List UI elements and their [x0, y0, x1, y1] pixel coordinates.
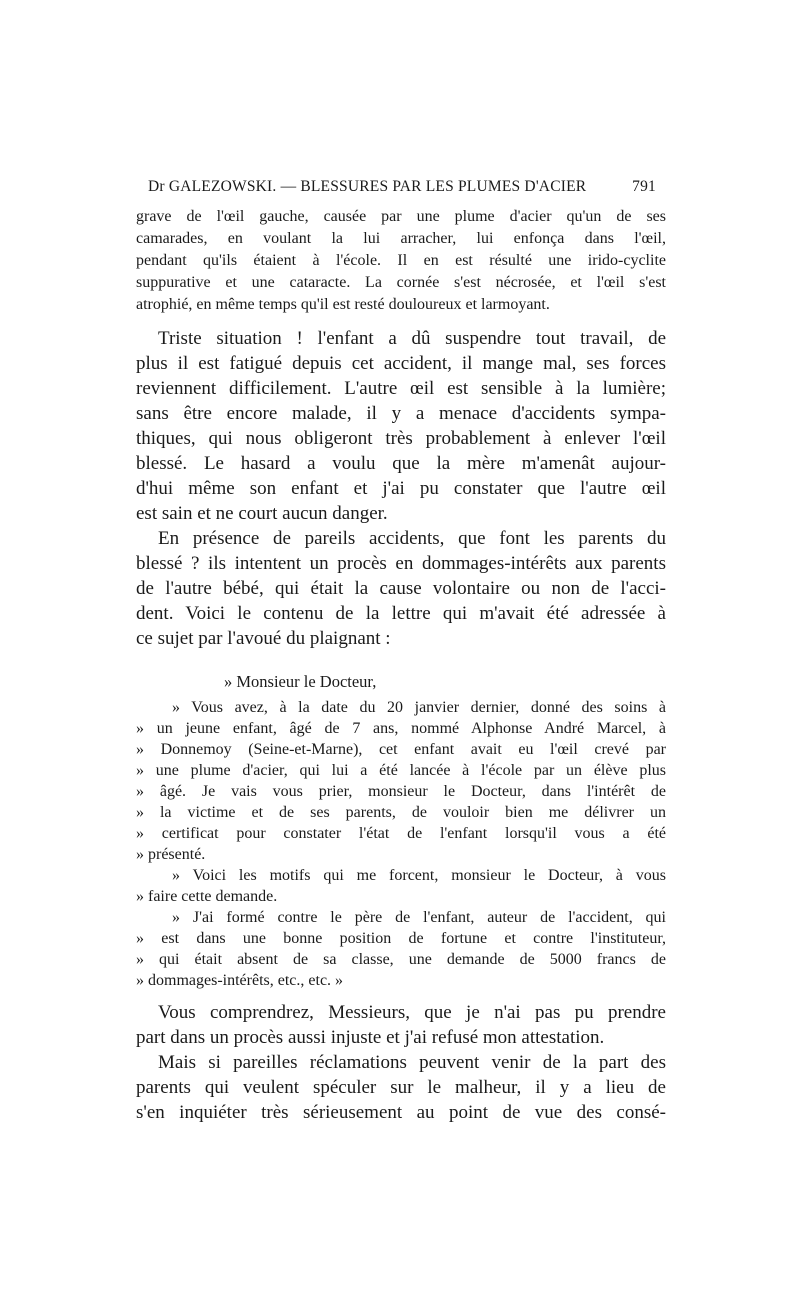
- letter-line: » Vous avez, à la date du 20 janvier dernier, donné des soins à: [172, 699, 666, 716]
- text-line: Vous comprendrez, Messieurs, que je n'ai pas pu prendre: [158, 1002, 666, 1023]
- text-line: blessé ? ils intentent un procès en dommages-intérêts aux parents: [136, 553, 666, 574]
- text-line: d'hui même son enfant et j'ai pu constater que l'autre œil: [136, 478, 666, 499]
- text-line: Mais si pareilles réclamations peuvent venir de la part des: [158, 1052, 666, 1073]
- text-line: sans être encore malade, il y a menace d'accidents sympa-: [136, 403, 666, 424]
- text-line: s'en inquiéter très sérieusement au point de vue des consé-: [136, 1102, 666, 1123]
- letter-line: » dommages-intérêts, etc., etc. »: [136, 972, 344, 989]
- text-line: blessé. Le hasard a voulu que la mère m'amenât aujour-: [136, 453, 666, 474]
- text-line: est sain et ne court aucun danger.: [136, 503, 388, 524]
- letter-line: » est dans une bonne position de fortune et contre l'instituteur,: [136, 930, 666, 947]
- text-line: parents qui veulent spéculer sur le malheur, il y a lieu de: [136, 1077, 666, 1098]
- letter-line: » faire cette demande.: [136, 888, 278, 905]
- text-line: suppurative et une cataracte. La cornée s'est nécrosée, et l'œil s'est: [136, 274, 666, 291]
- text-line: grave de l'œil gauche, causée par une plume d'acier qu'un de ses: [136, 208, 666, 225]
- letter-line: » un jeune enfant, âgé de 7 ans, nommé Alphonse André Marcel, à: [136, 720, 666, 737]
- text-line: reviennent difficilement. L'autre œil est sensible à la lumière;: [136, 378, 666, 399]
- letter-line: » J'ai formé contre le père de l'enfant, auteur de l'accident, qui: [172, 909, 666, 926]
- letter-line: » Voici les motifs qui me forcent, monsieur le Docteur, à vous: [172, 867, 666, 884]
- letter-line: » présenté.: [136, 846, 206, 863]
- letter-salutation: » Monsieur le Docteur,: [224, 672, 377, 691]
- text-line: camarades, en voulant la lui arracher, lui enfonça dans l'œil,: [136, 230, 666, 247]
- text-line: de l'autre bébé, qui était la cause volontaire ou non de l'acci-: [136, 578, 666, 599]
- letter-line: » une plume d'acier, qui lui a été lancée à l'école par un élève plus: [136, 762, 666, 779]
- text-line: thiques, qui nous obligeront très probablement à enlever l'œil: [136, 428, 666, 449]
- running-header: [148, 178, 656, 202]
- text-line: part dans un procès aussi injuste et j'ai refusé mon attestation.: [136, 1027, 605, 1048]
- running-title: Dr GALEZOWSKI. — BLESSURES PAR LES PLUMES D'ACIER: [148, 178, 587, 195]
- text-line: En présence de pareils accidents, que font les parents du: [158, 528, 666, 549]
- letter-line: » la victime et de ses parents, de vouloir bien me délivrer un: [136, 804, 666, 821]
- letter-line: » qui était absent de sa classe, une demande de 5000 francs de: [136, 951, 666, 968]
- text-line: ce sujet par l'avoué du plaignant :: [136, 628, 391, 649]
- text-line: dent. Voici le contenu de la lettre qui m'avait été adressée à: [136, 603, 666, 624]
- text-line: Triste situation ! l'enfant a dû suspendre tout travail, de: [158, 328, 666, 349]
- letter-line: » certificat pour constater l'état de l'enfant lorsqu'il vous a été: [136, 825, 666, 842]
- text-line: plus il est fatigué depuis cet accident, il mange mal, ses forces: [136, 353, 666, 374]
- letter-line: » âgé. Je vais vous prier, monsieur le Docteur, dans l'intérêt de: [136, 783, 666, 800]
- text-line: atrophié, en même temps qu'il est resté douloureux et larmoyant.: [136, 296, 550, 313]
- letter-line: » Donnemoy (Seine-et-Marne), cet enfant avait eu l'œil crevé par: [136, 741, 666, 758]
- text-line: pendant qu'ils étaient à l'école. Il en est résulté une irido-cyclite: [136, 252, 666, 269]
- page-number: 791: [632, 178, 656, 195]
